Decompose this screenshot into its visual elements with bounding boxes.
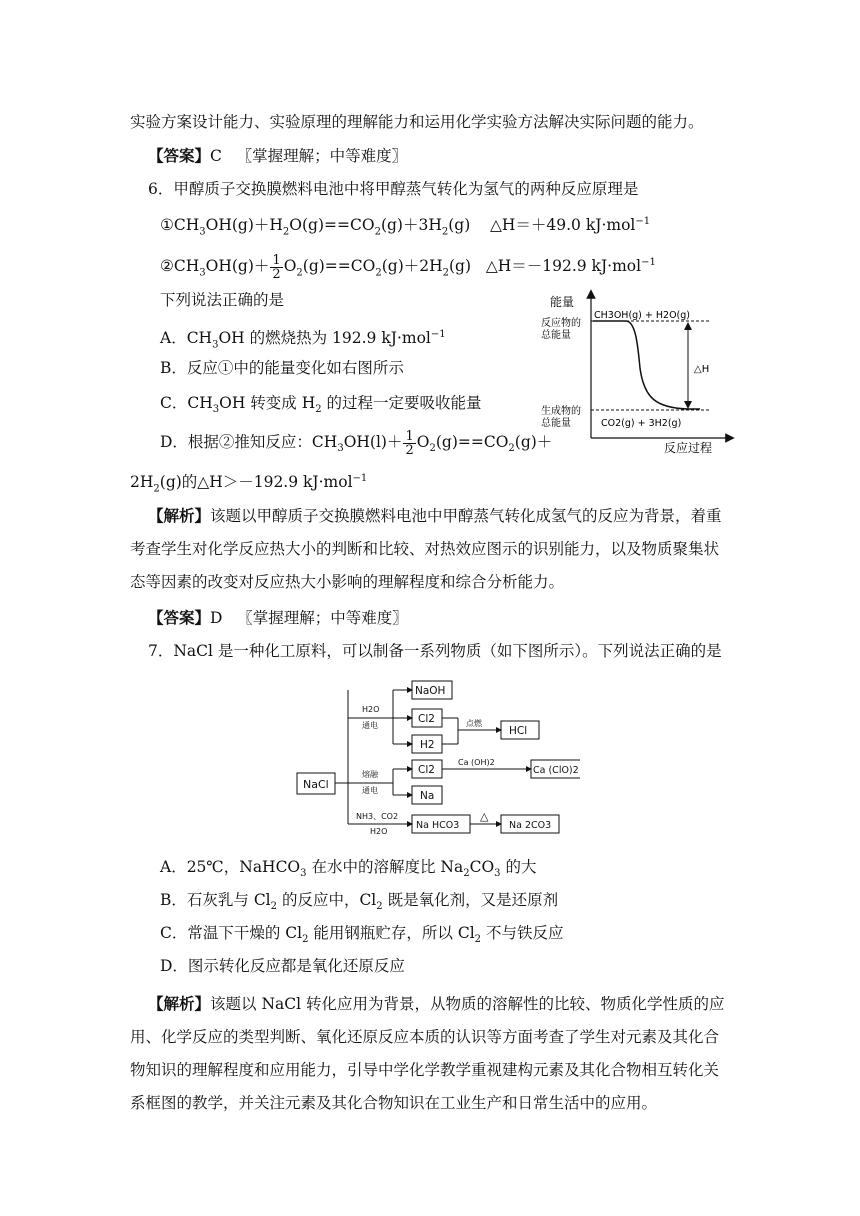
nacl-text: NaCl	[303, 778, 329, 791]
q6-stem: 6．甲醇质子交换膜燃料电池中将甲醇蒸气转化为氢气的两种反应原理是	[148, 180, 639, 198]
cond-nh3-co2: NH3、CO2	[356, 812, 399, 821]
reactant-label-2: 总能量	[541, 330, 571, 341]
q7-option-a: A．25℃，NaHCO$_3$ 在水中的溶解度比 $Na_2CO_3$ 的大	[160, 858, 537, 880]
q7-stem: 7．NaCl 是一种化工原料，可以制备一系列物质（如下图所示）。下列说法正确的是	[148, 642, 722, 660]
q6-reaction-1: $①CH_3OH(g)+H_2O(g)==CO_2(g)+3H_2(g)$ △H＝＋49.0 kJ·mol$^{-1}$	[160, 216, 651, 238]
nacl-flowchart	[290, 676, 580, 840]
q6-option-c: C．$CH_3OH$ 转变成 $H_2$ 的过程一定要吸收能量	[160, 394, 482, 416]
q7-analysis: 【解析】该题以 NaCl 转化应用为背景，从物质的溶解性的比较、物质化学性质的应用、化学反应的类型判断、氧化还原反应本质的认识等方面考查了学生对元素及其化合物知识的理解程度和应用能力，引导中学化学教学重视建构元素及其化合物相互转化关系框图的教学，并关注元素及其化合物知识在工业生产和日常生活中的应用。	[130, 994, 725, 1112]
answer-label: 【答案】	[148, 608, 211, 627]
x-axis-label: 反应过程	[664, 441, 713, 455]
q6-reaction-2: $②CH_3OH(g)+$ $\frac{1}{2}$ $O_2(g)==CO_2(g)+2H_2(g)$ △H＝－192.9 kJ·mol$^{-1}$	[160, 252, 656, 282]
cond-electrolysis-b: 通电	[362, 786, 378, 795]
cond-molten: 熔融	[362, 770, 378, 779]
cond-h2o-b: H2O	[370, 827, 388, 836]
q6-answer	[148, 607, 408, 629]
dh-label: △H	[694, 364, 710, 375]
y-axis-label: 能量	[550, 295, 575, 309]
intro-line: 实验方案设计能力、实验原理的理解能力和运用化学实验方法解决实际问题的能力。	[130, 113, 704, 131]
q6-option-a: A．$CH_3OH$ 的燃烧热为 192.9 kJ·mol$^{-1}$	[160, 329, 446, 351]
reactant-label-1: 反应物的	[541, 318, 581, 329]
fraction-half: $\frac{1}{2}$	[272, 252, 281, 282]
answer-value: D	[210, 609, 223, 627]
product-formula: CO2(g) + 3H2(g)	[601, 418, 682, 429]
answer-label: 【答案】	[148, 146, 211, 165]
energy-curve	[593, 321, 700, 409]
hcl-text: HCl	[509, 725, 528, 737]
product-label-2: 总能量	[541, 418, 571, 429]
cond-electrolysis-a: 通电	[362, 721, 378, 730]
cond-caoh2: Ca (OH)2	[458, 758, 495, 767]
q6-option-d: D．根据②推知反应：$CH_3OH(l)+$ $\frac{1}{2}$ $O_2(g)==CO_2(g)+$	[160, 428, 553, 458]
cl2-text-a: Cl2	[418, 713, 435, 725]
q7-option-d: D．图示转化反应都是氧化还原反应	[160, 957, 405, 975]
cond-heat: △	[480, 810, 489, 823]
q7-option-b: B．石灰乳与 $Cl_2$ 的反应中，$Cl_2$ 既是氧化剂，又是还原剂	[160, 891, 559, 913]
q7-option-c: C．常温下干燥的 $Cl_2$ 能用钢瓶贮存，所以 $Cl_2$ 不与铁反应	[160, 924, 564, 946]
fraction-half: $\frac{1}{2}$	[405, 428, 414, 458]
na-text: Na	[420, 790, 435, 802]
cond-ignite: 点燃	[466, 719, 482, 728]
reactant-formula: CH3OH(g) + H2O(g)	[594, 310, 690, 321]
nahco3-text: Na HCO3	[416, 820, 460, 831]
cl2-text-b: Cl2	[418, 764, 435, 776]
naoh-text: NaOH	[415, 685, 446, 697]
answer-note: 〖掌握理解；中等难度〗	[237, 609, 408, 627]
answer-5	[148, 145, 407, 167]
q6-option-b: B．反应①中的能量变化如右图所示	[160, 359, 404, 377]
caclo2-text: Ca (ClO)2	[533, 765, 579, 776]
q6-option-d-cont: $2H_2(g)$的△H＞－192.9 kJ·mol$^{-1}$	[130, 473, 368, 495]
energy-diagram	[538, 288, 738, 458]
na2co3-text: Na 2CO3	[509, 820, 552, 831]
q6-analysis: 【解析】该题以甲醇质子交换膜燃料电池中甲醇蒸气转化成氢气的反应为背景，着重考查学生对化学反应热大小的判断和比较、对热效应图示的识别能力，以及物质聚集状态等因素的改变对反应热大小影响的理解程度和综合分析能力。	[130, 506, 722, 591]
answer-value: C	[210, 147, 222, 165]
cond-h2o: H2O	[362, 705, 380, 714]
answer-note: 〖掌握理解；中等难度〗	[236, 147, 408, 165]
q6-ask: 下列说法正确的是	[160, 291, 285, 309]
h2-text: H2	[420, 739, 435, 751]
product-label-1: 生成物的	[541, 406, 581, 417]
